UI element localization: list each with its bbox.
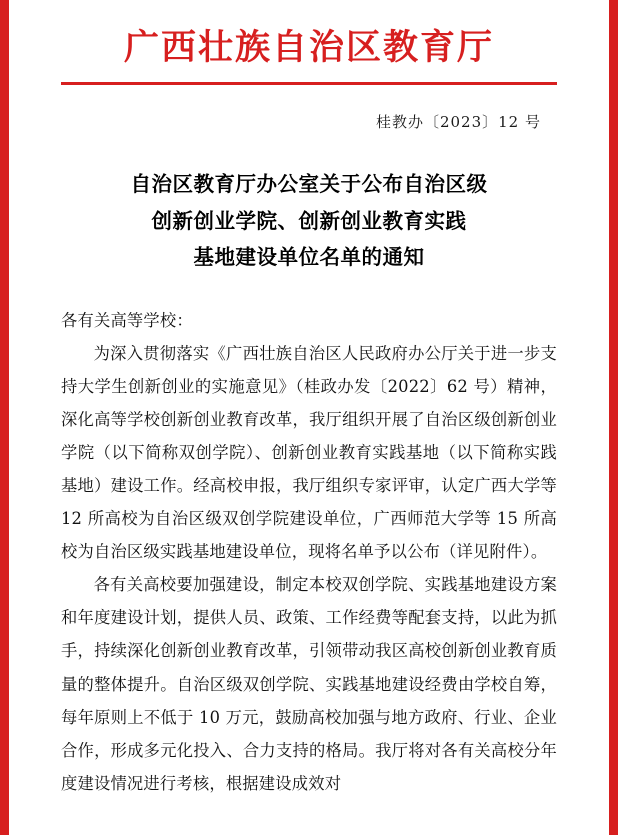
document-title-line-1: 自治区教育厅办公室关于公布自治区级 bbox=[130, 172, 488, 197]
document-number: 桂教办〔2023〕12 号 bbox=[375, 113, 541, 132]
body-paragraph-2: 各有关高校要加强建设，制定本校双创学院、实践基地建设方案和年度建设计划，提供人员、政策、工作经费等配套支持，以此为抓手，持续深化创新创业教育改革，引领带动我区高校创新创业教育质量的整体提升。自治区级双创学院、实践基地建设经费由学校自筹，每年原则上不低于 10 万元，鼓励高校加强与地方政府、行业、企业合作，形成多元化投入、合力支持的格局。我厅将对各有关高校分年度建设情况进行考核，根据建设成效对 bbox=[61, 575, 557, 793]
left-red-border bbox=[0, 0, 9, 835]
issuing-authority-title: 广西壮族自治区教育厅 bbox=[123, 27, 494, 68]
masthead-divider bbox=[61, 82, 557, 85]
document-content bbox=[9, 0, 609, 835]
body-paragraph-1: 为深入贯彻落实《广西壮族自治区人民政府办公厅关于进一步支持大学生创新创业的实施意见》（桂政办发〔2022〕62 号）精神，深化高等学校创新创业教育改革，我厅组织开展了自治区级创新创业学院（以下简称双创学院）、创新创业教育实践基地（以下简称实践基地）建设工作。经高校申报，我厅组织专家评审，认定广西大学等 12 所高校为自治区级双创学院建设单位，广西师范大学等 15 所高校为自治区级实践基地建设单位，现将名单予以公布（详见附件）。 bbox=[61, 343, 557, 562]
document-title-line-2: 创新创业学院、创新创业教育实践 bbox=[151, 208, 467, 233]
document-title-line-3: 基地建设单位名单的通知 bbox=[193, 245, 425, 270]
document-title bbox=[61, 166, 557, 275]
document-body bbox=[61, 304, 557, 800]
right-red-border bbox=[609, 0, 618, 835]
masthead bbox=[61, 0, 557, 85]
salutation: 各有关高等学校： bbox=[61, 310, 193, 330]
